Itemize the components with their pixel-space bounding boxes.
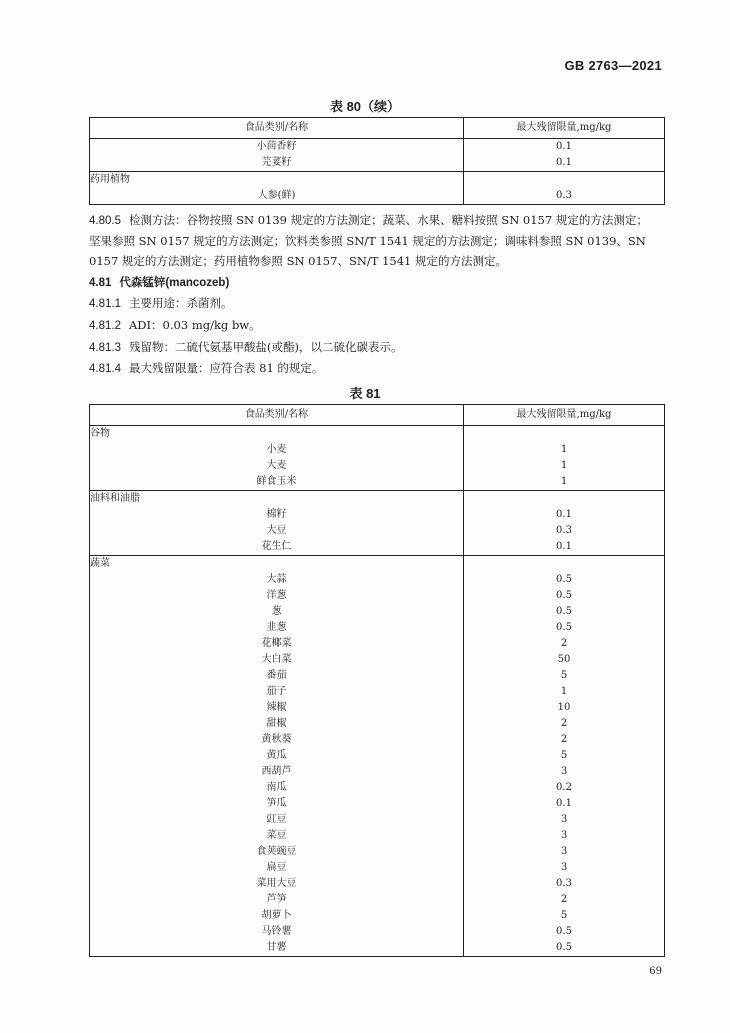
table-row xyxy=(90,716,665,732)
table-row xyxy=(90,636,665,652)
food-name: 食荚豌豆 xyxy=(256,846,297,857)
mrl-value: 0.1 xyxy=(464,796,665,812)
table-row xyxy=(90,924,665,940)
food-name: 大蒜 xyxy=(266,574,287,585)
food-name: 大豆 xyxy=(266,525,287,536)
section-title: 代森锰锌(mancozeb) xyxy=(119,277,230,289)
table-row xyxy=(90,523,665,539)
section-4-81 xyxy=(89,272,679,293)
table-row xyxy=(90,684,665,700)
food-name: 甜椒 xyxy=(266,718,287,729)
food-name: 茄子 xyxy=(266,686,287,697)
category-row xyxy=(90,426,665,443)
food-name: 南瓜 xyxy=(266,782,287,793)
category-value-cell xyxy=(464,172,665,189)
section-number: 4.81.2 xyxy=(89,320,121,332)
section-text: 最大残留限量：应符合表 81 的规定。 xyxy=(128,361,324,375)
mrl-value: 3 xyxy=(464,844,665,860)
column-header-mrl: 最大残留限量,mg/kg xyxy=(464,118,665,139)
table-row xyxy=(90,539,665,556)
food-name: 黄瓜 xyxy=(266,750,287,761)
section-text: ADI：0.03 mg/kg bw。 xyxy=(128,318,261,332)
section-4-81-1 xyxy=(89,293,679,314)
table-row xyxy=(90,652,665,668)
table-row xyxy=(90,700,665,716)
mrl-value: 2 xyxy=(464,732,665,748)
mrl-value: 0.1 xyxy=(464,507,665,523)
food-name: 菜用大豆 xyxy=(256,878,297,889)
food-name: 棉籽 xyxy=(266,509,287,520)
food-name: 洋葱 xyxy=(266,590,287,601)
table-row xyxy=(90,892,665,908)
mrl-value: 5 xyxy=(464,908,665,924)
table-row xyxy=(90,604,665,620)
table-row xyxy=(90,780,665,796)
mrl-value: 3 xyxy=(464,828,665,844)
food-name: 扁豆 xyxy=(266,862,287,873)
category-label: 蔬菜 xyxy=(90,556,464,573)
mrl-value: 2 xyxy=(464,636,665,652)
food-name: 番茄 xyxy=(266,670,287,681)
section-number: 4.81.4 xyxy=(89,363,121,375)
table-row xyxy=(90,844,665,860)
section-4-81-2 xyxy=(89,315,679,336)
column-header-mrl: 最大残留限量,mg/kg xyxy=(464,405,665,426)
mrl-value: 0.1 xyxy=(464,155,665,172)
table-row xyxy=(90,188,665,205)
table-row xyxy=(90,748,665,764)
mrl-value: 3 xyxy=(464,812,665,828)
mrl-value: 0.2 xyxy=(464,780,665,796)
table-row xyxy=(90,876,665,892)
section-number: 4.81.1 xyxy=(89,298,121,310)
mrl-value: 0.5 xyxy=(464,588,665,604)
food-name: 胡萝卜 xyxy=(261,910,292,921)
section-4-80-5 xyxy=(89,210,679,271)
table-row xyxy=(90,507,665,523)
mrl-value: 0.5 xyxy=(464,620,665,636)
section-text-line: 坚果参照 SN 0157 规定的方法测定；饮料类参照 SN/T 1541 规定的方法测定；调味料参照 SN 0139、SN xyxy=(89,234,646,248)
table-header-row xyxy=(90,405,665,426)
standard-code: GB 2763—2021 xyxy=(564,58,662,73)
table-row xyxy=(90,828,665,844)
category-value-cell xyxy=(464,426,665,443)
food-name: 甘薯 xyxy=(266,942,287,953)
section-number: 4.80.5 xyxy=(89,215,121,227)
mrl-value: 1 xyxy=(464,474,665,491)
table-row xyxy=(90,155,665,172)
table-row xyxy=(90,588,665,604)
table-header-row xyxy=(90,118,665,139)
mrl-value: 0.5 xyxy=(464,572,665,588)
mrl-value: 0.1 xyxy=(464,539,665,556)
category-value-cell xyxy=(464,556,665,573)
section-4-81-4 xyxy=(89,358,679,379)
food-name: 大麦 xyxy=(266,460,287,471)
food-name: 小麦 xyxy=(266,444,287,455)
mrl-value: 0.3 xyxy=(464,876,665,892)
category-row xyxy=(90,556,665,573)
section-text-line: 检测方法：谷物按照 SN 0139 规定的方法测定；蔬菜、水果、糖料按照 SN 0157 规定的方法测定； xyxy=(128,213,648,227)
table-81 xyxy=(89,404,665,957)
food-name: 人参(鲜) xyxy=(257,190,296,201)
table-row xyxy=(90,458,665,474)
food-name: 芫荽籽 xyxy=(261,157,292,168)
mrl-value: 3 xyxy=(464,860,665,876)
table-row xyxy=(90,572,665,588)
food-name: 笋瓜 xyxy=(266,798,287,809)
mrl-value: 0.5 xyxy=(464,924,665,940)
table-row xyxy=(90,139,665,156)
mrl-value: 0.3 xyxy=(464,523,665,539)
food-name: 辣椒 xyxy=(266,702,287,713)
mrl-value: 10 xyxy=(464,700,665,716)
category-label: 油料和油脂 xyxy=(90,491,464,508)
food-name: 韭葱 xyxy=(266,622,287,633)
food-name: 花椰菜 xyxy=(261,638,292,649)
category-row xyxy=(90,491,665,508)
mrl-value: 1 xyxy=(464,684,665,700)
mrl-value: 0.3 xyxy=(464,188,665,205)
food-name: 豇豆 xyxy=(266,814,287,825)
food-name: 黄秋葵 xyxy=(261,734,292,745)
table-row xyxy=(90,620,665,636)
page-number: 69 xyxy=(649,966,662,977)
food-name: 花生仁 xyxy=(261,541,292,552)
table-80 xyxy=(89,117,665,205)
mrl-value: 2 xyxy=(464,716,665,732)
table-row xyxy=(90,474,665,491)
column-header-food: 食品类别/名称 xyxy=(90,118,464,139)
mrl-value: 3 xyxy=(464,764,665,780)
section-number: 4.81 xyxy=(89,277,112,289)
food-name: 菜豆 xyxy=(266,830,287,841)
table-row xyxy=(90,860,665,876)
mrl-value: 5 xyxy=(464,668,665,684)
section-4-81-3 xyxy=(89,337,679,358)
food-name: 芦笋 xyxy=(266,894,287,905)
category-label: 药用植物 xyxy=(90,172,464,189)
column-header-food: 食品类别/名称 xyxy=(90,405,464,426)
table-80-caption: 表 80（续） xyxy=(329,99,401,114)
mrl-value: 1 xyxy=(464,458,665,474)
mrl-value: 5 xyxy=(464,748,665,764)
food-name: 鲜食玉米 xyxy=(256,476,297,487)
section-text-line: 0157 规定的方法测定；药用植物参照 SN 0157、SN/T 1541 规定的方法测定。 xyxy=(89,254,508,268)
category-label: 谷物 xyxy=(90,428,110,439)
section-text: 主要用途：杀菌剂。 xyxy=(128,296,233,310)
section-text: 残留物：二硫代氨基甲酸盐(或酯)，以二硫化碳表示。 xyxy=(128,340,403,354)
mrl-value: 0.1 xyxy=(464,139,665,156)
section-number: 4.81.3 xyxy=(89,342,121,354)
table-row xyxy=(90,732,665,748)
food-name: 马铃薯 xyxy=(261,926,292,937)
table-row xyxy=(90,764,665,780)
food-name: 小茴香籽 xyxy=(256,141,297,152)
table-row xyxy=(90,796,665,812)
category-value-cell xyxy=(464,491,665,508)
food-name: 葱 xyxy=(271,606,282,617)
food-name: 大白菜 xyxy=(261,654,292,665)
mrl-value: 50 xyxy=(464,652,665,668)
food-name: 西葫芦 xyxy=(261,766,292,777)
mrl-value: 1 xyxy=(464,442,665,458)
table-row xyxy=(90,940,665,957)
table-row xyxy=(90,668,665,684)
table-row xyxy=(90,908,665,924)
table-row xyxy=(90,812,665,828)
table-81-caption: 表 81 xyxy=(349,386,381,401)
table-row xyxy=(90,442,665,458)
mrl-value: 0.5 xyxy=(464,940,665,957)
mrl-value: 0.5 xyxy=(464,604,665,620)
mrl-value: 2 xyxy=(464,892,665,908)
category-row xyxy=(90,172,665,189)
